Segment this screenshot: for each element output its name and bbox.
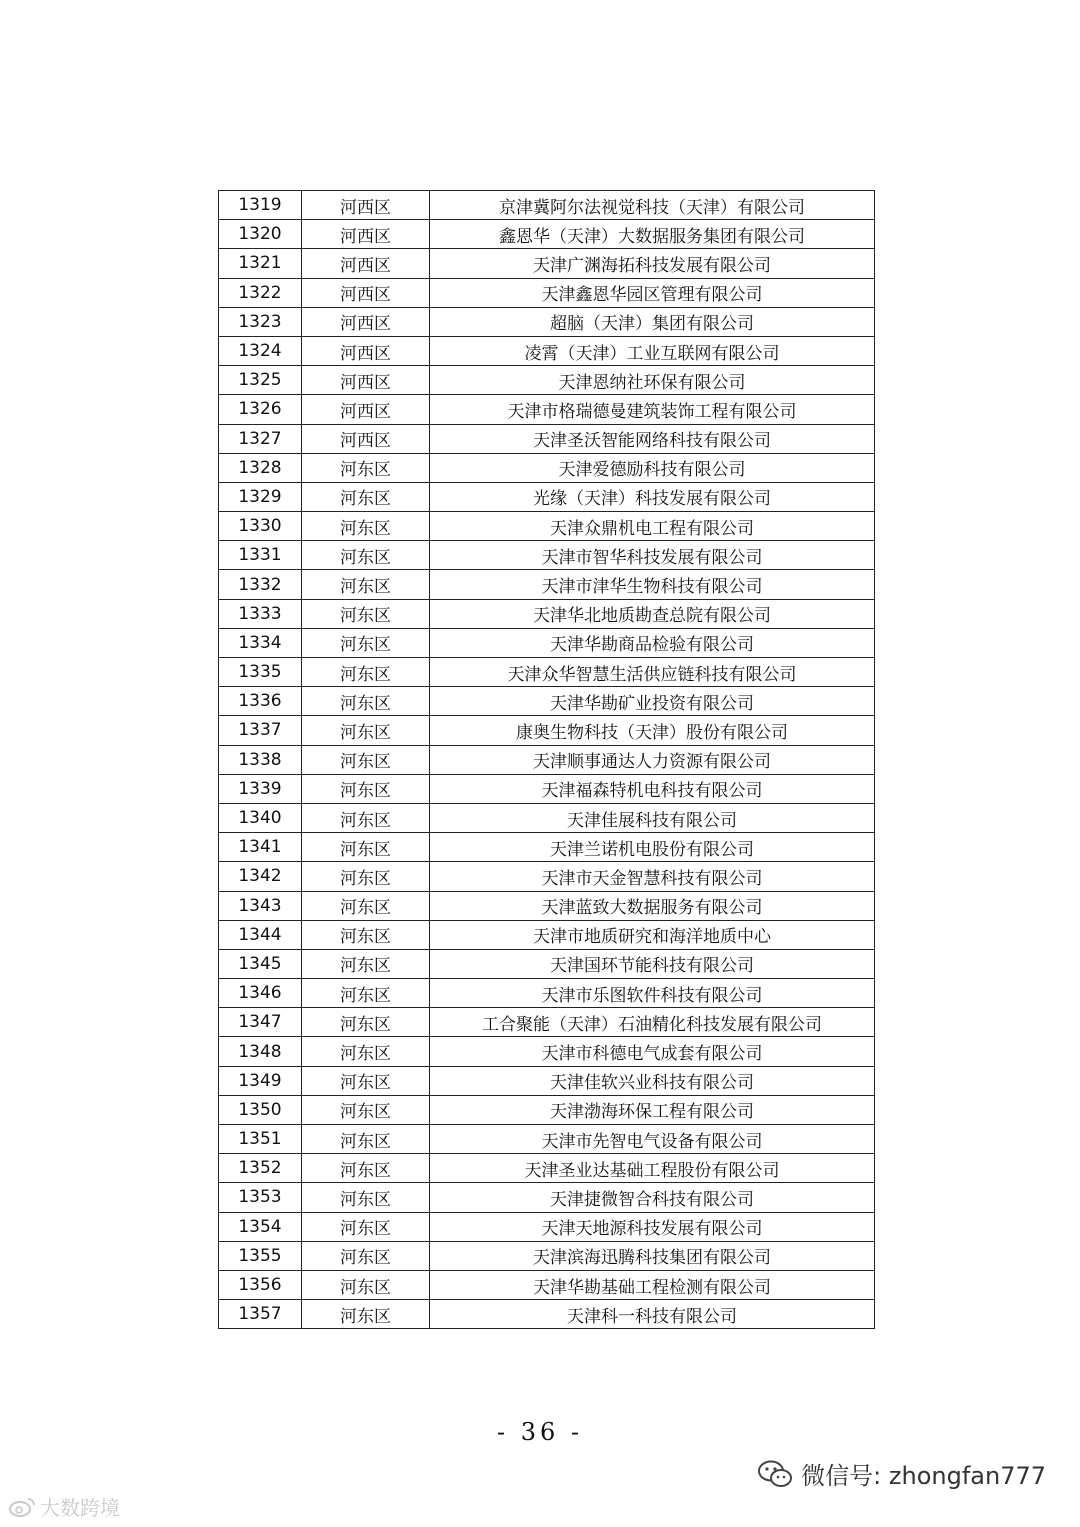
row-number: 1326 [219, 395, 302, 424]
table-row [219, 1183, 875, 1212]
row-district: 河西区 [302, 336, 430, 365]
table-row [219, 453, 875, 482]
company-list-table [218, 190, 875, 1329]
table-row [219, 658, 875, 687]
row-number: 1339 [219, 774, 302, 803]
row-company: 凌霄（天津）工业互联网有限公司 [430, 336, 875, 365]
table-row [219, 1241, 875, 1270]
table-row [219, 716, 875, 745]
row-company: 天津爱德励科技有限公司 [430, 453, 875, 482]
row-company: 天津圣沃智能网络科技有限公司 [430, 424, 875, 453]
row-district: 河东区 [302, 862, 430, 891]
row-district: 河东区 [302, 949, 430, 978]
row-number: 1336 [219, 687, 302, 716]
table-row [219, 278, 875, 307]
table-row [219, 1037, 875, 1066]
row-number: 1351 [219, 1125, 302, 1154]
watermark-right-text: 微信号: zhongfan777 [801, 1462, 1046, 1490]
row-district: 河东区 [302, 482, 430, 511]
table-row [219, 745, 875, 774]
row-district: 河东区 [302, 541, 430, 570]
row-number: 1345 [219, 949, 302, 978]
row-company: 天津市先智电气设备有限公司 [430, 1125, 875, 1154]
table-row [219, 862, 875, 891]
row-number: 1357 [219, 1300, 302, 1329]
row-district: 河东区 [302, 774, 430, 803]
row-number: 1337 [219, 716, 302, 745]
row-district: 河东区 [302, 1212, 430, 1241]
row-company: 天津福森特机电科技有限公司 [430, 774, 875, 803]
row-district: 河西区 [302, 220, 430, 249]
row-number: 1347 [219, 1008, 302, 1037]
row-district: 河西区 [302, 307, 430, 336]
row-number: 1323 [219, 307, 302, 336]
row-number: 1343 [219, 891, 302, 920]
table-row [219, 220, 875, 249]
row-company: 天津佳软兴业科技有限公司 [430, 1066, 875, 1095]
row-number: 1350 [219, 1095, 302, 1124]
row-district: 河东区 [302, 453, 430, 482]
row-company: 天津众鼎机电工程有限公司 [430, 512, 875, 541]
row-company: 京津冀阿尔法视觉科技（天津）有限公司 [430, 191, 875, 220]
row-district: 河西区 [302, 366, 430, 395]
table-row [219, 687, 875, 716]
row-company: 鑫恩华（天津）大数据服务集团有限公司 [430, 220, 875, 249]
row-district: 河东区 [302, 803, 430, 832]
row-district: 河东区 [302, 599, 430, 628]
row-number: 1338 [219, 745, 302, 774]
row-number: 1340 [219, 803, 302, 832]
row-number: 1356 [219, 1270, 302, 1299]
table-row [219, 1095, 875, 1124]
row-district: 河东区 [302, 891, 430, 920]
table-row [219, 1154, 875, 1183]
row-company: 天津科一科技有限公司 [430, 1300, 875, 1329]
row-company: 康奥生物科技（天津）股份有限公司 [430, 716, 875, 745]
row-number: 1327 [219, 424, 302, 453]
company-list-body [219, 191, 875, 1329]
row-number: 1322 [219, 278, 302, 307]
table-row [219, 1212, 875, 1241]
row-number: 1341 [219, 833, 302, 862]
row-district: 河东区 [302, 658, 430, 687]
row-district: 河东区 [302, 1241, 430, 1270]
row-district: 河东区 [302, 1270, 430, 1299]
row-number: 1348 [219, 1037, 302, 1066]
row-number: 1344 [219, 920, 302, 949]
row-district: 河东区 [302, 920, 430, 949]
row-company: 天津市格瑞德曼建筑装饰工程有限公司 [430, 395, 875, 424]
row-number: 1324 [219, 336, 302, 365]
row-company: 天津顺事通达人力资源有限公司 [430, 745, 875, 774]
row-district: 河东区 [302, 1008, 430, 1037]
row-company: 超脑（天津）集团有限公司 [430, 307, 875, 336]
row-number: 1349 [219, 1066, 302, 1095]
table-row [219, 1066, 875, 1095]
row-number: 1352 [219, 1154, 302, 1183]
table-row [219, 599, 875, 628]
row-company: 天津兰诺机电股份有限公司 [430, 833, 875, 862]
row-company: 天津蓝致大数据服务有限公司 [430, 891, 875, 920]
table-row [219, 336, 875, 365]
row-company: 天津渤海环保工程有限公司 [430, 1095, 875, 1124]
table-row [219, 512, 875, 541]
row-district: 河东区 [302, 1037, 430, 1066]
row-company: 天津华勘矿业投资有限公司 [430, 687, 875, 716]
row-company: 天津捷微智合科技有限公司 [430, 1183, 875, 1212]
row-company: 光缘（天津）科技发展有限公司 [430, 482, 875, 511]
row-company: 天津华北地质勘查总院有限公司 [430, 599, 875, 628]
row-company: 天津市乐图软件科技有限公司 [430, 979, 875, 1008]
row-number: 1332 [219, 570, 302, 599]
row-company: 天津华勘基础工程检测有限公司 [430, 1270, 875, 1299]
row-company: 天津市地质研究和海洋地质中心 [430, 920, 875, 949]
row-district: 河东区 [302, 570, 430, 599]
table-row [219, 1270, 875, 1299]
row-company: 天津众华智慧生活供应链科技有限公司 [430, 658, 875, 687]
row-district: 河东区 [302, 1300, 430, 1329]
row-number: 1329 [219, 482, 302, 511]
watermark-left-text: 大数跨境 [40, 1496, 120, 1520]
table-row [219, 1125, 875, 1154]
row-district: 河东区 [302, 687, 430, 716]
row-number: 1319 [219, 191, 302, 220]
row-company: 天津国环节能科技有限公司 [430, 949, 875, 978]
row-number: 1320 [219, 220, 302, 249]
table-row [219, 366, 875, 395]
table-row [219, 891, 875, 920]
row-number: 1342 [219, 862, 302, 891]
table-row [219, 249, 875, 278]
table-row [219, 1300, 875, 1329]
row-company: 工合聚能（天津）石油精化科技发展有限公司 [430, 1008, 875, 1037]
row-district: 河西区 [302, 278, 430, 307]
row-number: 1335 [219, 658, 302, 687]
row-company: 天津恩纳社环保有限公司 [430, 366, 875, 395]
row-number: 1328 [219, 453, 302, 482]
row-company: 天津佳展科技有限公司 [430, 803, 875, 832]
wechat-icon [757, 1459, 793, 1489]
row-company: 天津鑫恩华园区管理有限公司 [430, 278, 875, 307]
row-district: 河东区 [302, 979, 430, 1008]
table-row [219, 482, 875, 511]
row-district: 河西区 [302, 191, 430, 220]
table-row [219, 191, 875, 220]
row-number: 1353 [219, 1183, 302, 1212]
table-row [219, 628, 875, 657]
table-row [219, 774, 875, 803]
row-number: 1355 [219, 1241, 302, 1270]
row-district: 河东区 [302, 1066, 430, 1095]
table-row [219, 833, 875, 862]
row-company: 天津市科德电气成套有限公司 [430, 1037, 875, 1066]
row-district: 河东区 [302, 628, 430, 657]
row-company: 天津天地源科技发展有限公司 [430, 1212, 875, 1241]
row-company: 天津圣业达基础工程股份有限公司 [430, 1154, 875, 1183]
row-district: 河东区 [302, 1183, 430, 1212]
weibo-icon [8, 1497, 36, 1517]
row-number: 1325 [219, 366, 302, 395]
row-company: 天津华勘商品检验有限公司 [430, 628, 875, 657]
table-row [219, 395, 875, 424]
row-district: 河东区 [302, 716, 430, 745]
row-district: 河东区 [302, 1125, 430, 1154]
watermark-left [8, 1492, 120, 1521]
row-district: 河西区 [302, 249, 430, 278]
row-number: 1321 [219, 249, 302, 278]
watermark-right [757, 1456, 1046, 1491]
row-district: 河东区 [302, 833, 430, 862]
row-number: 1334 [219, 628, 302, 657]
row-number: 1330 [219, 512, 302, 541]
row-company: 天津滨海迅腾科技集团有限公司 [430, 1241, 875, 1270]
row-company: 天津广渊海拓科技发展有限公司 [430, 249, 875, 278]
table-row [219, 424, 875, 453]
row-company: 天津市智华科技发展有限公司 [430, 541, 875, 570]
table-row [219, 803, 875, 832]
row-number: 1346 [219, 979, 302, 1008]
table-row [219, 541, 875, 570]
row-company: 天津市津华生物科技有限公司 [430, 570, 875, 599]
page-number: - 36 - [496, 1418, 583, 1446]
row-number: 1333 [219, 599, 302, 628]
row-district: 河东区 [302, 745, 430, 774]
table-row [219, 979, 875, 1008]
row-number: 1354 [219, 1212, 302, 1241]
row-district: 河西区 [302, 424, 430, 453]
row-district: 河东区 [302, 1095, 430, 1124]
table-row [219, 307, 875, 336]
row-number: 1331 [219, 541, 302, 570]
table-row [219, 570, 875, 599]
row-district: 河东区 [302, 1154, 430, 1183]
table-row [219, 920, 875, 949]
row-company: 天津市天金智慧科技有限公司 [430, 862, 875, 891]
table-row [219, 949, 875, 978]
table-row [219, 1008, 875, 1037]
row-district: 河西区 [302, 395, 430, 424]
row-district: 河东区 [302, 512, 430, 541]
